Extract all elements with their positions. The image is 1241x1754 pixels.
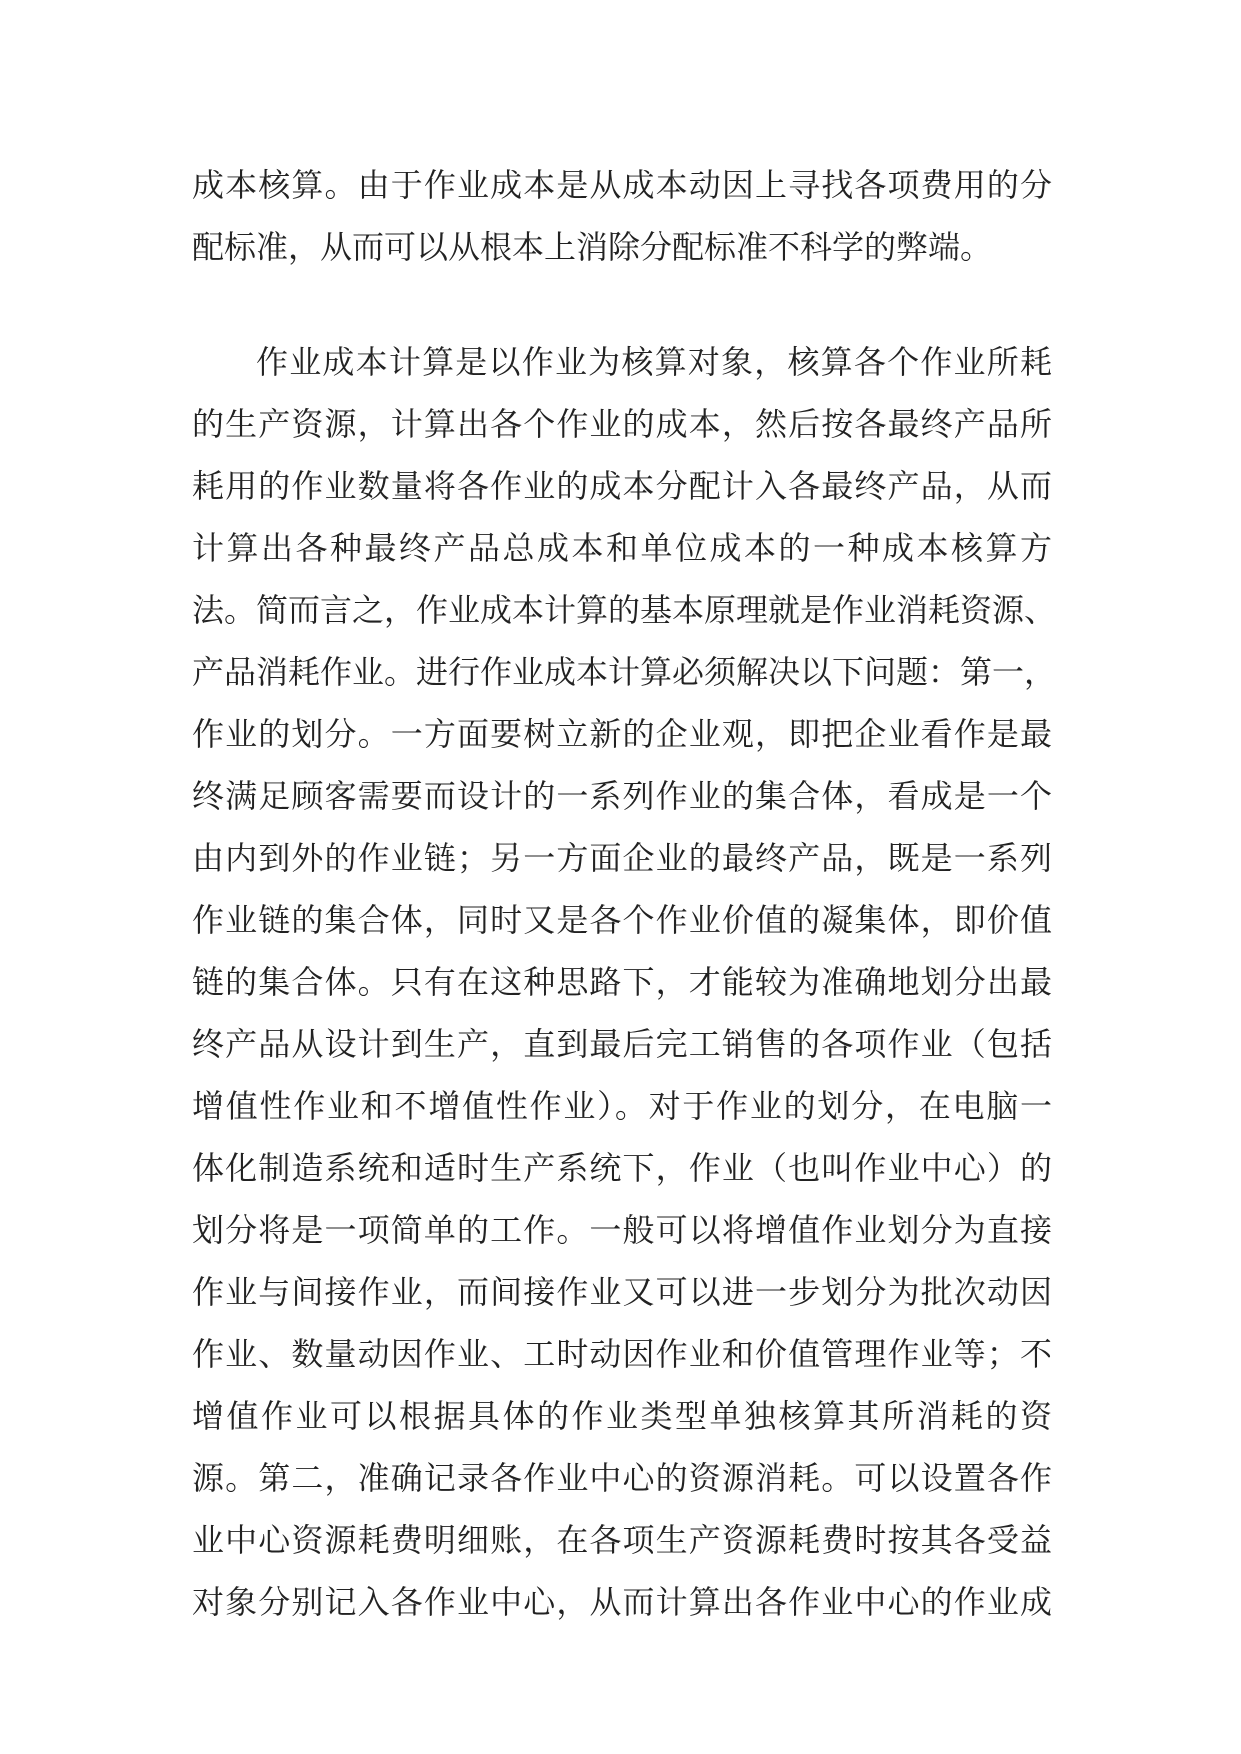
paragraph-line: 源。第二，准确记录各作业中心的资源消耗。可以设置各作 — [192, 1459, 1052, 1497]
paragraph-line: 产品消耗作业。进行作业成本计算必须解决以下问题：第一， — [192, 653, 1057, 691]
paragraph-line: 体化制造系统和适时生产系统下，作业（也叫作业中心）的 — [192, 1149, 1052, 1187]
paragraph-line: 由内到外的作业链；另一方面企业的最终产品，既是一系列 — [192, 839, 1052, 877]
paragraph-line: 终产品从设计到生产，直到最后完工销售的各项作业（包括 — [192, 1025, 1052, 1063]
paragraph-1 — [192, 154, 1052, 278]
paragraph-line: 的生产资源，计算出各个作业的成本，然后按各最终产品所 — [192, 405, 1052, 443]
paragraph-line: 增值作业可以根据具体的作业类型单独核算其所消耗的资 — [192, 1397, 1052, 1435]
paragraph-line: 耗用的作业数量将各作业的成本分配计入各最终产品，从而 — [192, 467, 1052, 505]
paragraph-line: 作业的划分。一方面要树立新的企业观，即把企业看作是最 — [192, 715, 1052, 753]
paragraph-line: 对象分别记入各作业中心，从而计算出各作业中心的作业成 — [192, 1583, 1052, 1621]
paragraph-line: 业中心资源耗费明细账，在各项生产资源耗费时按其各受益 — [192, 1521, 1052, 1559]
paragraph-line: 增值性作业和不增值性作业）。对于作业的划分，在电脑一 — [192, 1087, 1052, 1125]
paragraph-line: 作业、数量动因作业、工时动因作业和价值管理作业等；不 — [192, 1335, 1052, 1373]
paragraph-2 — [192, 331, 1057, 1633]
paragraph-line: 配标准，从而可以从根本上消除分配标准不科学的弊端。 — [192, 228, 993, 266]
paragraph-line: 法。简而言之，作业成本计算的基本原理就是作业消耗资源、 — [192, 591, 1057, 629]
paragraph-line: 作业与间接作业，而间接作业又可以进一步划分为批次动因 — [192, 1273, 1052, 1311]
paragraph-line: 作业链的集合体，同时又是各个作业价值的凝集体，即价值 — [192, 901, 1052, 939]
paragraph-line: 作业成本计算是以作业为核算对象，核算各个作业所耗 — [256, 343, 1052, 381]
paragraph-line: 终满足顾客需要而设计的一系列作业的集合体，看成是一个 — [192, 777, 1052, 815]
paragraph-line: 计算出各种最终产品总成本和单位成本的一种成本核算方 — [192, 529, 1052, 567]
paragraph-line: 链的集合体。只有在这种思路下，才能较为准确地划分出最 — [192, 963, 1052, 1001]
paragraph-line: 划分将是一项简单的工作。一般可以将增值作业划分为直接 — [192, 1211, 1052, 1249]
paragraph-line: 成本核算。由于作业成本是从成本动因上寻找各项费用的分 — [192, 166, 1052, 204]
